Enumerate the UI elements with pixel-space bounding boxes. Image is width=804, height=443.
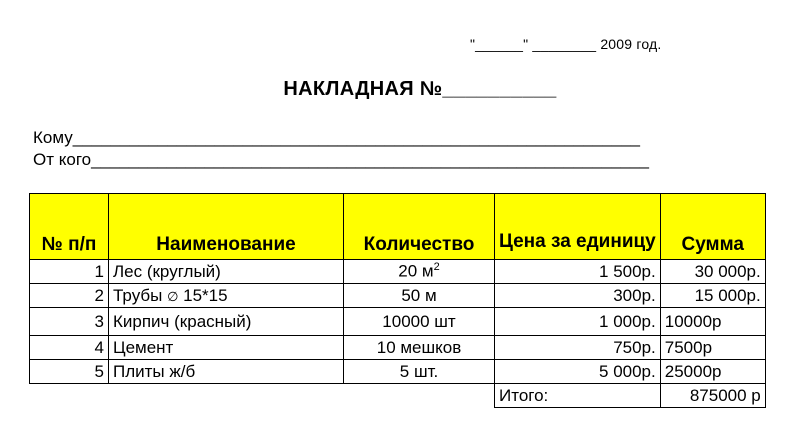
row-number: 4: [30, 336, 109, 360]
recipient-line: Кому____________________________________________________________: [33, 128, 641, 147]
column-header-price: Цена за единицу: [495, 194, 661, 260]
row-name-suffix: 15*15: [183, 285, 228, 305]
blank-cell: [344, 384, 495, 408]
row-price: 1 000р.: [495, 308, 661, 336]
table-row: [30, 284, 766, 308]
column-header-number: № п/п: [30, 194, 109, 260]
row-name: [109, 284, 344, 308]
blank-cell: [30, 384, 109, 408]
blank-cell: [109, 384, 344, 408]
page-title: НАКЛАДНАЯ №__________: [283, 78, 557, 100]
row-sum: 15 000р.: [660, 284, 765, 308]
table-row: [30, 308, 766, 336]
row-number: 5: [30, 360, 109, 384]
row-quantity: [344, 260, 495, 284]
row-sum: 30 000р.: [660, 260, 765, 284]
total-row: [30, 384, 766, 408]
column-header-name: Наименование: [109, 194, 344, 260]
row-number: 3: [30, 308, 109, 336]
table-row: [30, 360, 766, 384]
diameter-icon: ∅: [167, 288, 179, 304]
total-label: Итого:: [495, 384, 661, 408]
row-quantity: 10 мешков: [344, 336, 495, 360]
row-name: Кирпич (красный): [109, 308, 344, 336]
row-name: Цемент: [109, 336, 344, 360]
row-number: 2: [30, 284, 109, 308]
row-name: Плиты ж/б: [109, 360, 344, 384]
row-name-prefix: Трубы: [113, 285, 163, 305]
date-line: "______" ________ 2009 год.: [470, 36, 662, 52]
invoice-table: [29, 193, 766, 408]
column-header-quantity: Количество: [344, 194, 495, 260]
row-price: 1 500р.: [495, 260, 661, 284]
column-header-sum: Сумма: [660, 194, 765, 260]
row-price: 5 000р.: [495, 360, 661, 384]
row-name: Лес (круглый): [109, 260, 344, 284]
row-quantity: 5 шт.: [344, 360, 495, 384]
table-row: [30, 336, 766, 360]
row-quantity-superscript: 2: [433, 261, 440, 274]
row-number: 1: [30, 260, 109, 284]
sender-line: От кого___________________________________________________________: [33, 150, 649, 169]
row-sum: 7500р: [660, 336, 765, 360]
row-price: 300р.: [495, 284, 661, 308]
row-quantity-value: 20 м: [398, 261, 434, 281]
row-quantity: 50 м: [344, 284, 495, 308]
row-sum: 25000р: [660, 360, 765, 384]
table-header-row: [30, 194, 766, 260]
total-value: 875000 р: [660, 384, 765, 408]
row-sum: 10000р: [660, 308, 765, 336]
row-quantity: 10000 шт: [344, 308, 495, 336]
row-price: 750р.: [495, 336, 661, 360]
table-row: [30, 260, 766, 284]
